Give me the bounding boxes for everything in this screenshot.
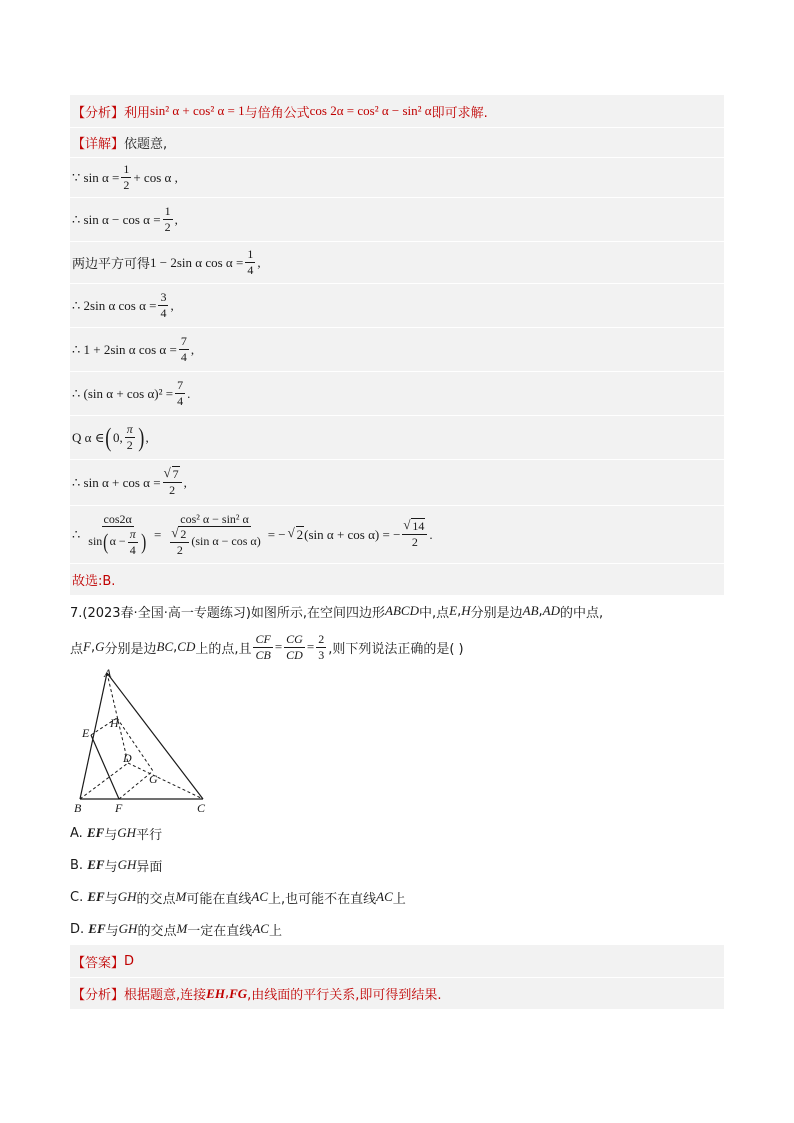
option-c[interactable]: C. EF 与 GH 的交点 M 可能在直线 AC 上,也可能不在直线 AC 上 (70, 889, 406, 907)
analysis-2-line: 【分析】 根据题意,连接 EH , FG ,由线面的平行关系,即可得到结果. (70, 977, 724, 1009)
identity-formula: sin² α + cos² α = 1 (150, 103, 245, 118)
label-h: H (110, 716, 119, 730)
step-7: Q α ∈ ( 0, $\frac{\pi}{2}$ ) , (70, 415, 724, 459)
label-e: E (82, 726, 90, 740)
label-g: G (149, 772, 158, 786)
analysis-tag: 【分析】 (72, 105, 125, 121)
option-d[interactable]: D. EF 与 GH 的交点 M 一定在直线 AC 上 (70, 921, 282, 939)
analysis-line: 【分析】 利用 sin² α + cos² α = 1 与倍角公式 cos 2α = cos² α − sin² α 即可求解. (70, 95, 724, 127)
step-5: ∴ 1 + 2sin α cos α = $\frac{7}{4}$ , (70, 327, 724, 371)
label-b: B (74, 801, 82, 815)
label-c: C (197, 801, 206, 815)
detail-tag: 【详解】 (72, 137, 125, 152)
step-2: ∴ sin α − cos α = $\frac{1}{2}$ , (70, 197, 724, 241)
question-line-2: 点 F , G 分别是边 BC , CD 上的点,且 $\frac{CF}{CB}$ = $\frac{CG}{CD}$ = $\frac{2}{3}$ ,则下列说法正确的是( ) (70, 631, 464, 662)
page-content (70, 95, 724, 1009)
option-a[interactable]: A. EF 与 GH 平行 (70, 825, 163, 843)
answer-line (70, 945, 724, 977)
answer-tag: 【答案】 (72, 955, 125, 971)
question-line-1: 7.(2023春·全国·高一专题练习)如图所示,在空间四边形 ABCD 中,点 E , H 分别是边 AB , AD 的中点, (70, 603, 604, 621)
tetrahedron-figure (70, 667, 220, 821)
step-1: ∵ sin α = $\frac{1}{2}$ + cos α , (70, 157, 724, 197)
step-9: ∴ cos2α sin(α − $\frac{\pi}{4}$ ) = cos² α − sin² α √ $\frac{2}{2}$ (sin α − cos α) = − √ 2 (sin α + cos α) = − √ $\frac{14}{2}$ . (70, 505, 724, 563)
option-b[interactable]: B. EF 与 GH 异面 (70, 857, 163, 875)
segment-fg (119, 771, 153, 799)
tetrahedron-diagram (70, 667, 220, 817)
step-8: ∴ sin α + cos α = √ $\frac{7}{2}$ , (70, 459, 724, 505)
choice-line: 故选:B. (70, 563, 724, 595)
double-angle-formula: cos 2α = cos² α − sin² α (309, 103, 432, 118)
edge-bd (80, 763, 128, 799)
edge-cd (128, 763, 203, 799)
ratio-fraction: cos2α sin(α − $\frac{\pi}{4}$ ) (88, 511, 146, 557)
step-6: ∴ (sin α + cos α)² = $\frac{7}{4}$ . (70, 371, 724, 415)
answer-value: D (124, 953, 135, 969)
fraction-one-half: $\frac{1}{2}$ (123, 162, 130, 192)
label-a: A (104, 667, 112, 680)
detail-line: 【详解】 依题意, (70, 127, 724, 157)
step-3: 两边平方可得 1 − 2sin α cos α = $\frac{1}{4}$ , (70, 241, 724, 283)
label-d: D (123, 751, 132, 765)
label-f: F (115, 801, 123, 815)
step-4: ∴ 2sin α cos α = $\frac{3}{4}$ , (70, 283, 724, 327)
segment-ef (91, 735, 119, 799)
